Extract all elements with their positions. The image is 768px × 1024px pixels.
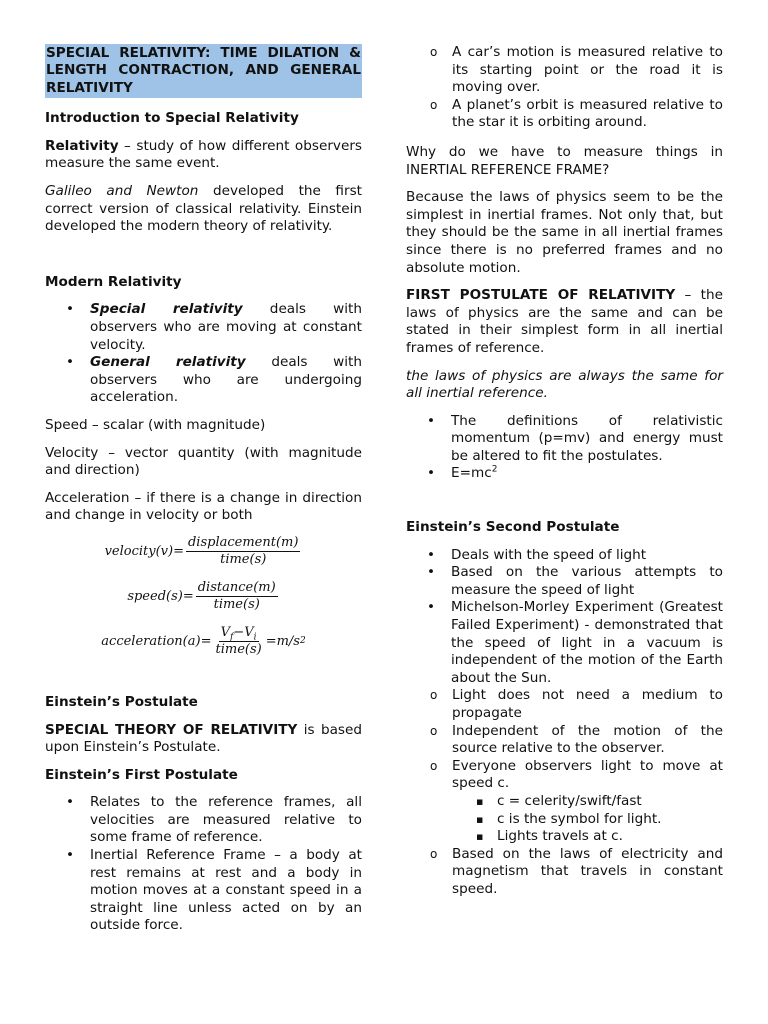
list-item: o A planet’s orbit is measured relative to the star it is orbiting around. bbox=[406, 97, 723, 132]
speed-text: Speed – scalar (with magnitude) bbox=[45, 416, 266, 433]
modern-heading: Modern Relativity bbox=[45, 273, 182, 290]
list-item: ▪ c = celerity/swift/fast bbox=[452, 793, 723, 811]
general-relativity-term: General relativity bbox=[90, 354, 246, 371]
first-postulate-paragraph bbox=[406, 287, 723, 357]
velocity-text: Velocity – vector quantity (with magnitude and direction) bbox=[45, 444, 362, 479]
emc-exponent: 2 bbox=[491, 464, 498, 475]
list-item: o Light does not need a medium to propagate bbox=[406, 687, 723, 722]
first-postulate-term: FIRST POSTULATE OF RELATIVITY bbox=[406, 287, 676, 304]
page-title: SPECIAL RELATIVITY: TIME DILATION & LENGTH CONTRACTION, AND GENERAL RELATIVITY bbox=[45, 44, 362, 98]
list-item: • Based on the various attempts to measure the speed of light bbox=[406, 564, 723, 599]
because-paragraph: Because the laws of physics seem to be the simplest in inertial frames. Not only that, but they should be the same in all inertial frames since there is no preferred frames and no absolute motion. bbox=[406, 189, 723, 276]
equation-lhs: acceleration(a)= bbox=[101, 633, 212, 649]
vi-symbol: −V bbox=[233, 624, 254, 640]
frame-examples-list bbox=[406, 44, 723, 132]
c-sublist bbox=[452, 793, 723, 846]
vi-subscript: i bbox=[253, 632, 257, 643]
list-item bbox=[406, 465, 723, 483]
special-relativity-term: Special relativity bbox=[90, 301, 243, 318]
relativity-definition bbox=[45, 138, 362, 173]
list-item bbox=[406, 758, 723, 846]
equation-fraction bbox=[213, 625, 263, 658]
str-paragraph bbox=[45, 722, 362, 757]
emc-base: E=mc bbox=[451, 465, 492, 482]
list-item-text: Michelson-Morley Experiment (Greatest Failed Experiment) - demonstrated that the speed of light in a vacuum is independent of the motion of the Earth about the Sun. bbox=[451, 599, 723, 686]
italic-text: the laws of physics are always the same for all inertial reference. bbox=[406, 367, 723, 402]
second-postulate-list bbox=[406, 547, 723, 899]
str-text: is based upon Einstein’s Postulate. bbox=[45, 721, 362, 756]
italic-statement bbox=[406, 368, 723, 403]
galileo-text: developed the first correct version of classical relativity. Einstein developed the modern theory of relativity. bbox=[45, 183, 362, 235]
modern-list bbox=[45, 301, 362, 407]
acceleration-equation: acceleration(a)= $\frac{V_f-V_i}{\text{time(s)}}$ =m/s 2 bbox=[101, 624, 306, 657]
list-item: o Based on the laws of electricity and magnetism that travels in constant speed. bbox=[406, 846, 723, 899]
first-postulate-text: – the laws of physics are the same and can be stated in their simplest form in all inertial frames of reference. bbox=[406, 287, 723, 356]
galileo-term: Galileo and Newton bbox=[45, 183, 199, 199]
first-postulate-list bbox=[45, 794, 362, 935]
list-item bbox=[406, 599, 723, 898]
list-item: • Inertial Reference Frame – a body at rest remains at rest and a body in motion moves at a constant speed in a straight line unless acted on by an outside force. bbox=[45, 847, 362, 935]
equation-rhs: =m/s bbox=[265, 633, 300, 649]
equation-fraction bbox=[186, 535, 300, 568]
equation-numerator: displacement(m) bbox=[187, 534, 299, 550]
list-item: • The definitions of relativistic momentum (p=mv) and energy must be altered to fit the postulates. bbox=[406, 413, 723, 466]
list-item bbox=[45, 354, 362, 407]
list-item: • Deals with the speed of light bbox=[406, 547, 723, 565]
velocity-equation bbox=[45, 535, 362, 568]
equation-numerator: distance(m) bbox=[197, 579, 276, 595]
list-item: o A car’s motion is measured relative to its starting point or the road it is moving over. bbox=[406, 44, 723, 97]
equation-denominator: time(s) bbox=[215, 641, 262, 657]
postulate-consequences-list bbox=[406, 413, 723, 483]
equation-lhs: speed(s)= bbox=[127, 588, 194, 604]
postulate-heading: Einstein’s Postulate bbox=[45, 693, 198, 710]
vf-subscript: f bbox=[230, 632, 234, 643]
michelson-morley-sublist bbox=[406, 687, 723, 898]
list-item-text: deals with observers who are undergoing acceleration. bbox=[90, 354, 362, 406]
equation-fraction bbox=[196, 580, 278, 613]
equation-numerator bbox=[219, 625, 259, 642]
list-item: o Independent of the motion of the source relative to the observer. bbox=[406, 723, 723, 758]
equation-denominator: time(s) bbox=[220, 551, 267, 567]
equation-denominator: time(s) bbox=[213, 596, 260, 612]
list-item: • Relates to the reference frames, all velocities are measured relative to some frame of reference. bbox=[45, 794, 362, 847]
list-item: ▪ c is the symbol for light. bbox=[452, 811, 723, 829]
right-column bbox=[406, 44, 723, 909]
vf-symbol: V bbox=[220, 624, 231, 640]
intro-heading: Introduction to Special Relativity bbox=[45, 110, 299, 127]
second-postulate-heading: Einstein’s Second Postulate bbox=[406, 519, 620, 536]
speed-equation bbox=[45, 580, 362, 613]
list-item: ▪ Lights travels at c. bbox=[452, 828, 723, 846]
left-column bbox=[45, 44, 362, 945]
equation-lhs: velocity(v)= bbox=[104, 543, 184, 559]
why-question: Why do we have to measure things in INERTIAL REFERENCE FRAME? bbox=[406, 143, 723, 178]
relativity-def-text: – study of how different observers measure the same event. bbox=[45, 137, 362, 172]
list-item-text: deals with observers who are moving at constant velocity. bbox=[90, 301, 362, 353]
list-item bbox=[45, 301, 362, 354]
list-item-text: Everyone observers light to move at speed c. bbox=[452, 757, 723, 792]
galileo-paragraph bbox=[45, 183, 362, 236]
str-term: SPECIAL THEORY OF RELATIVITY bbox=[45, 721, 298, 738]
first-postulate-heading: Einstein’s First Postulate bbox=[45, 766, 238, 783]
relativity-term: Relativity bbox=[45, 137, 119, 154]
acceleration-text: Acceleration – if there is a change in direction and change in velocity or both bbox=[45, 489, 362, 524]
